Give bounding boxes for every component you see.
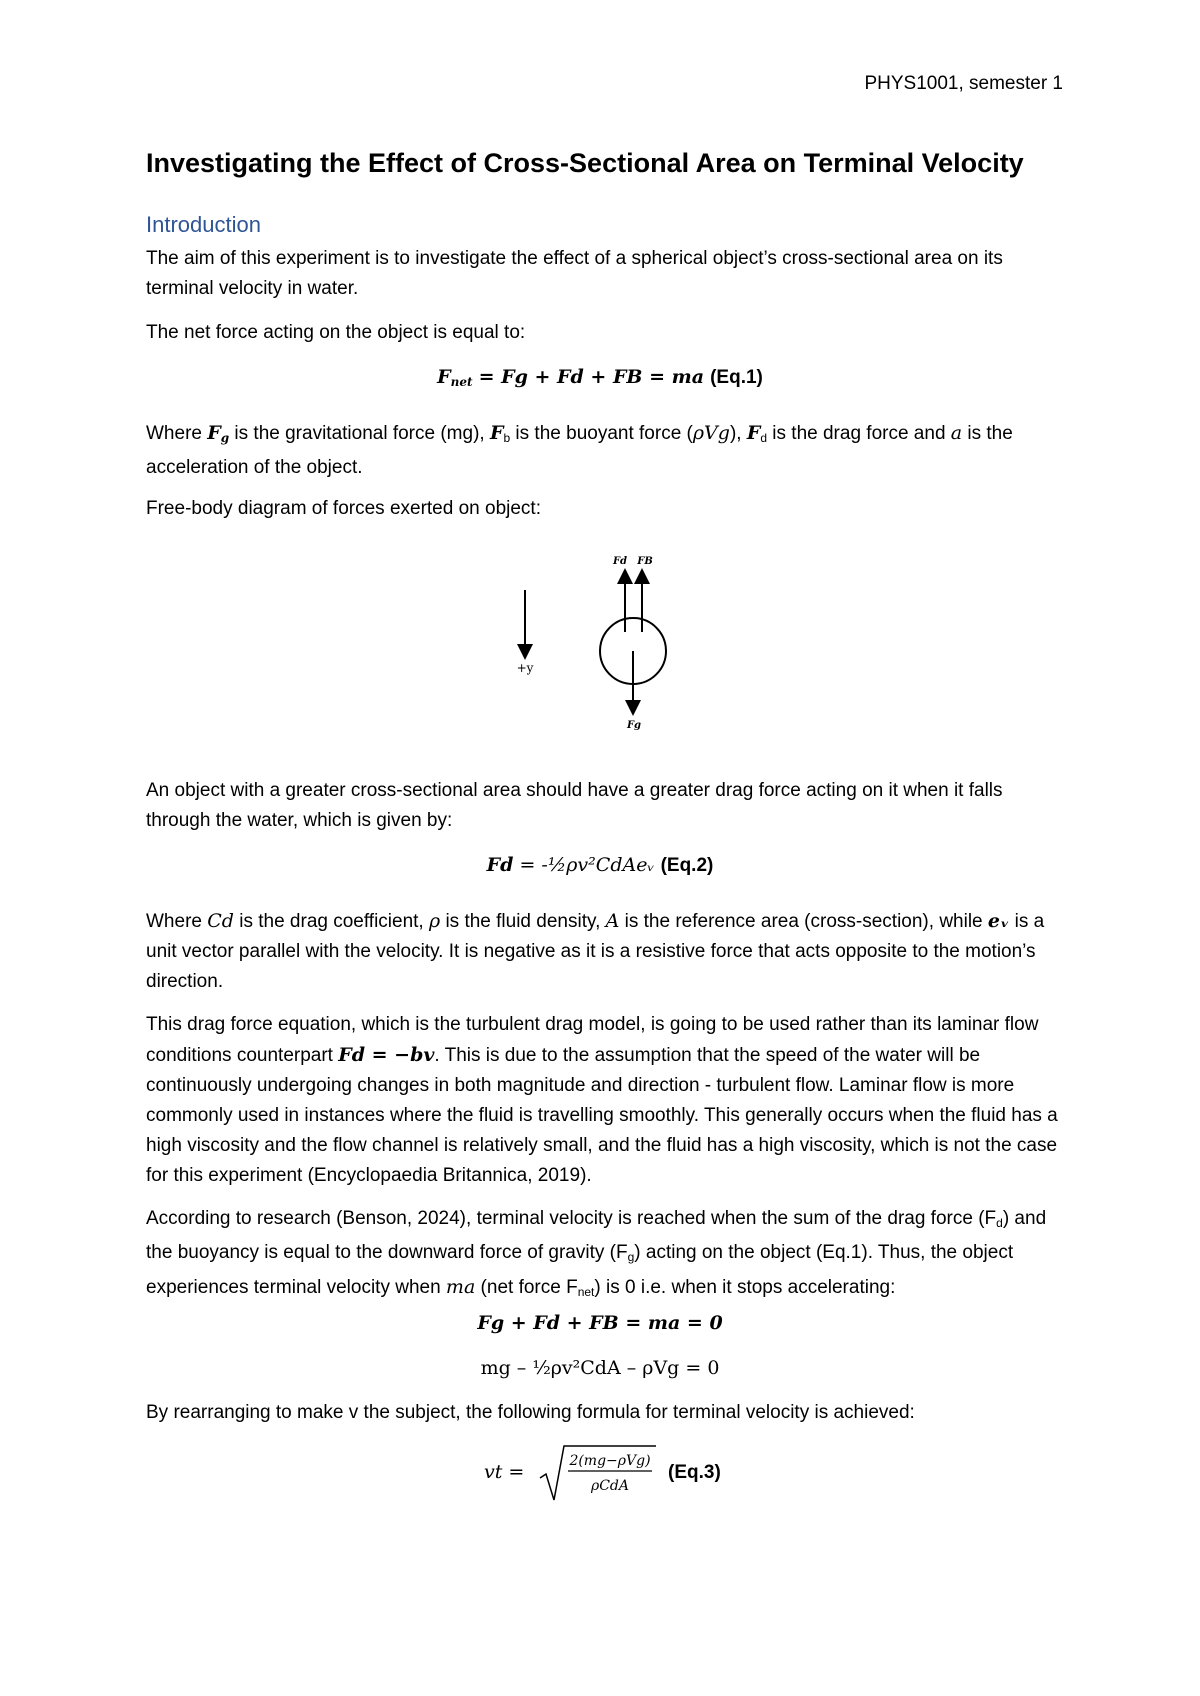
where1-text-2: is the gravitational force (mg), bbox=[229, 423, 490, 444]
eq2-rhs: = -½ρv²CdAeᵥ bbox=[519, 854, 655, 876]
eq3-numerator: 2(mg−ρVg) bbox=[569, 1453, 651, 1469]
equation-1 bbox=[0, 366, 1200, 389]
where1-fb: F bbox=[489, 422, 504, 444]
where2-a: A bbox=[605, 910, 620, 932]
equation-expanded bbox=[0, 1357, 1200, 1379]
paragraph-where-forces bbox=[146, 418, 1066, 483]
label-fb: FB bbox=[637, 556, 653, 567]
where1-fg: F bbox=[207, 422, 221, 444]
eq1-lhs-sub: net bbox=[450, 375, 473, 389]
paragraph-where-drag bbox=[146, 906, 1066, 997]
paragraph-drag-intro: An object with a greater cross-sectional area should have a greater drag force acting on it when it falls through the water, which is given by: bbox=[146, 780, 1003, 831]
eq3-tag: (Eq.3) bbox=[668, 1462, 721, 1483]
where1-fb-sub: b bbox=[503, 431, 511, 445]
where2-text-1: Where bbox=[146, 911, 208, 932]
p6-text-3: ) acting on the object (Eq.1). Thus, the object experiences terminal velocity when bbox=[146, 1242, 1014, 1298]
eq-expanded-text: mg – ½ρv²CdA – ρVg = 0 bbox=[480, 1357, 720, 1379]
where2-rho: ρ bbox=[429, 910, 441, 932]
eq1-tag: (Eq.1) bbox=[710, 367, 763, 388]
where2-text-4: is the reference area (cross-section), while bbox=[619, 911, 988, 932]
where1-text-3: is the buoyant force ( bbox=[510, 423, 693, 444]
p6-sub-g: g bbox=[627, 1250, 635, 1264]
where2-text-3: is the fluid density, bbox=[440, 911, 606, 932]
p6-text-1: According to research (Benson, 2024), terminal velocity is reached when the sum of the drag force (F bbox=[146, 1208, 997, 1229]
eq3-denominator: ρCdA bbox=[590, 1478, 630, 1494]
equation-2 bbox=[0, 854, 1200, 877]
page-header: PHYS1001, semester 1 bbox=[864, 73, 1063, 94]
p6-text-2: ) and the buoyancy is equal to the downward force of gravity (F bbox=[146, 1208, 1047, 1263]
where1-text-5: is the drag force and bbox=[767, 423, 951, 444]
y-axis-label: +y bbox=[516, 661, 534, 675]
eq1-terms: = Fg + Fd + FB = ma bbox=[478, 366, 705, 388]
p5-laminar-equation: Fd = −bv bbox=[338, 1044, 435, 1066]
where2-ev: eᵥ bbox=[987, 910, 1010, 932]
where2-cd: Cd bbox=[207, 910, 234, 932]
paragraph-free-body-caption: Free-body diagram of forces exerted on object: bbox=[146, 498, 541, 519]
where1-fd: F bbox=[746, 422, 761, 444]
eq1-lhs: F bbox=[437, 366, 451, 388]
p6-text-5: ) is 0 i.e. when it stops accelerating: bbox=[594, 1277, 896, 1298]
label-fd: Fd bbox=[612, 556, 628, 567]
where1-fg-sub: g bbox=[220, 431, 230, 445]
eq3-lhs: vt = bbox=[484, 1461, 525, 1483]
p5-text-1: This drag force equation, which is the turbulent drag model, is going to be used rather than its laminar flow conditions counterpart bbox=[146, 1014, 1039, 1066]
p6-sub-d: d bbox=[996, 1216, 1003, 1230]
where2-text-5: is a unit vector parallel with the velocity. It is negative as it is a resistive force that acts opposite to the motion’s direction. bbox=[146, 911, 1045, 992]
eq3-fraction bbox=[484, 1438, 734, 1508]
section-heading-introduction: Introduction bbox=[146, 212, 261, 237]
paragraph-turbulent-drag bbox=[146, 1010, 1066, 1191]
paragraph-rearrange: By rearranging to make v the subject, the following formula for terminal velocity is achieved: bbox=[146, 1402, 915, 1423]
where2-text-2: is the drag coefficient, bbox=[233, 911, 429, 932]
where1-text-1: Where bbox=[146, 423, 208, 444]
paragraph-aim: The aim of this experiment is to investigate the effect of a spherical object’s cross-sectional area on its terminal velocity in water. bbox=[146, 248, 1003, 299]
p6-sub-net: net bbox=[577, 1285, 595, 1299]
equation-sum bbox=[0, 1312, 1200, 1334]
eq2-lhs: Fd bbox=[486, 854, 514, 876]
where1-fd-sub: d bbox=[760, 431, 768, 445]
eq-sum-text: Fg + Fd + FB = ma = 0 bbox=[477, 1312, 723, 1334]
p6-text-4: (net force F bbox=[475, 1277, 578, 1298]
paragraph-net-force: The net force acting on the object is equal to: bbox=[146, 322, 526, 343]
free-body-diagram bbox=[480, 540, 700, 740]
where1-a: a bbox=[950, 422, 963, 444]
document-title: Investigating the Effect of Cross-Sectional Area on Terminal Velocity bbox=[146, 148, 1024, 178]
where1-text-4: ), bbox=[729, 423, 747, 444]
p5-text-2: . This is due to the assumption that the speed of the water will be continuously undergoing changes in both magnitude and direction - turbulent flow. Laminar flow is more commonly used in instances where the fluid is travelling smoothly. This generally occurs when the fluid has a high viscosity and the flow channel is relatively small, and the fluid has a high viscosity, which is not the case for this experiment (Encyclopaedia Britannica, 2019). bbox=[146, 1045, 1058, 1186]
where1-rhovg: ρVg bbox=[692, 422, 730, 444]
paragraph-terminal-velocity bbox=[146, 1204, 1066, 1307]
p6-ma: ma bbox=[445, 1276, 476, 1298]
equation-3 bbox=[484, 1438, 734, 1513]
eq2-tag: (Eq.2) bbox=[660, 855, 714, 876]
label-fg: Fg bbox=[626, 720, 642, 731]
where1-text-6: is the acceleration of the object. bbox=[146, 423, 1013, 478]
